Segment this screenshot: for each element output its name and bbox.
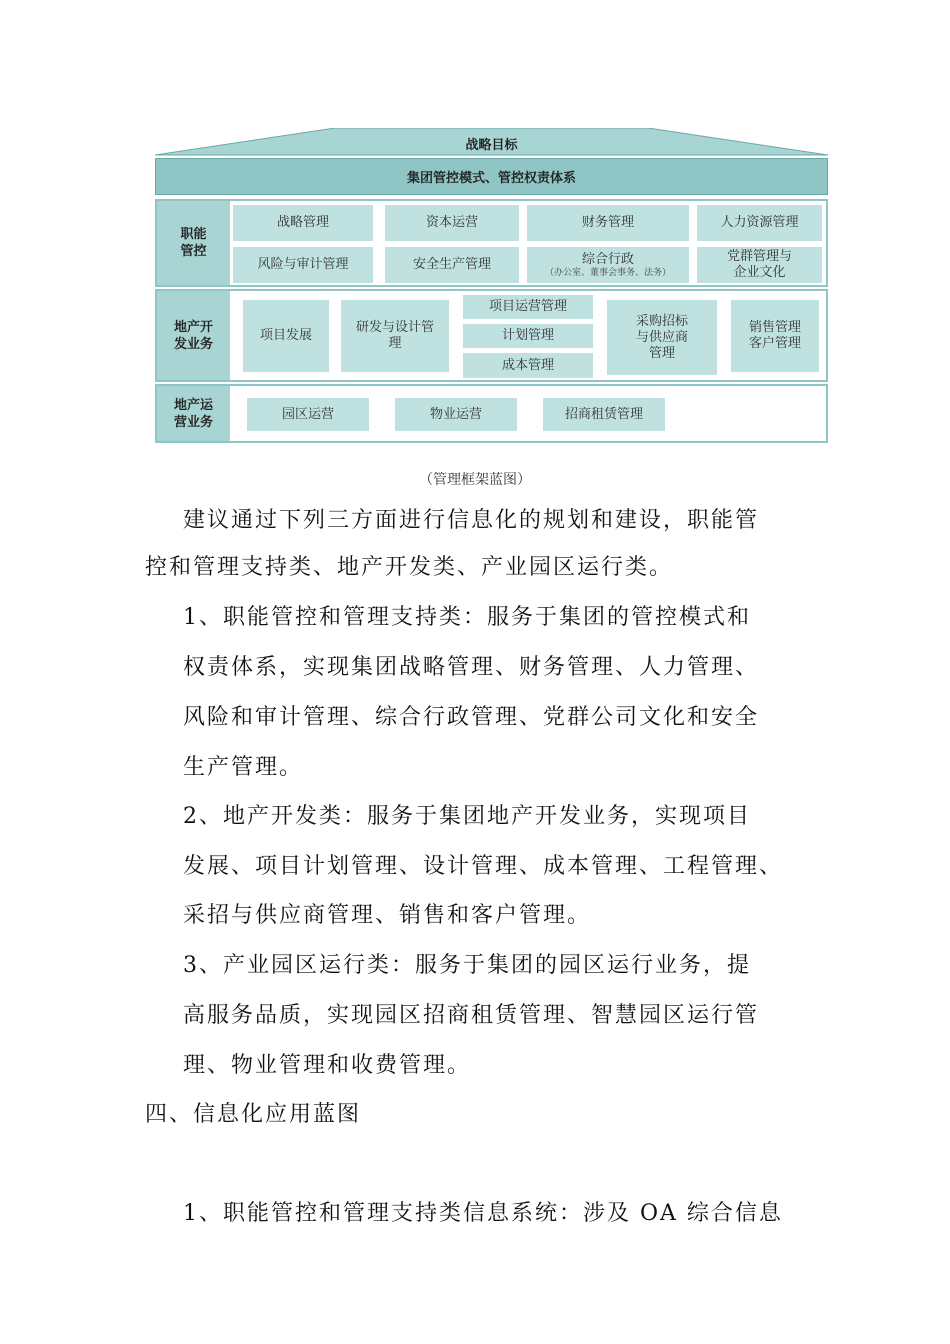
row-property-operation (155, 384, 828, 443)
diagram-caption: （管理框架蓝图） (419, 472, 531, 488)
cell-capital-operation: 资本运营 (385, 205, 519, 241)
cell-investment-leasing: 招商租赁管理 (543, 398, 665, 431)
cell-property-service: 物业运营 (395, 398, 517, 431)
row-label-property-operation: 地产运 营业务 (157, 386, 230, 441)
row-label-property-development: 地产开 发业务 (157, 291, 230, 380)
cell-park-operation: 园区运营 (247, 398, 369, 431)
paragraph-line: 控和管理支持类、地产开发类、产业园区运行类。 (145, 555, 674, 580)
cell-project-operation: 项目运营管理 (463, 295, 593, 319)
cell-strategy-management: 战略管理 (233, 205, 373, 241)
management-framework-diagram (155, 128, 828, 443)
paragraph-line: 理、物业管理和收费管理。 (183, 1053, 472, 1078)
cell-risk-audit-management: 风险与审计管理 (233, 247, 373, 283)
row-label-functional-control: 职能 管控 (157, 201, 230, 285)
cell-safety-production: 安全生产管理 (385, 247, 519, 283)
section-heading: 四、信息化应用蓝图 (145, 1102, 362, 1127)
paragraph-line: 权责体系，实现集团战略管理、财务管理、人力管理、 (183, 655, 760, 680)
governance-band: 集团管控模式、管控权责体系 (155, 158, 828, 195)
cell-cost-management: 成本管理 (463, 353, 593, 378)
cell-finance-management: 财务管理 (527, 205, 689, 241)
row-functional-control (155, 199, 828, 287)
paragraph-line: 1、职能管控和管理支持类：服务于集团的管控模式和 (183, 605, 751, 630)
paragraph-line: 风险和审计管理、综合行政管理、党群公司文化和安全 (183, 705, 760, 730)
cell-general-administration: 综合行政 （办公室、董事会事务、法务） (527, 247, 689, 283)
cell-sales-customer: 销售管理 客户管理 (731, 300, 819, 372)
cell-party-culture: 党群管理与 企业文化 (697, 247, 822, 283)
paragraph-line: 采招与供应商管理、销售和客户管理。 (183, 903, 592, 928)
cell-project-development: 项目发展 (243, 300, 329, 372)
paragraph-line: 建议通过下列三方面进行信息化的规划和建设，职能管 (183, 508, 760, 533)
cell-plan-management: 计划管理 (463, 324, 593, 348)
paragraph-line: 高服务品质，实现园区招商租赁管理、智慧园区运行管 (183, 1003, 760, 1028)
strategy-goal-title: 战略目标 (465, 138, 518, 153)
paragraph-line: 生产管理。 (183, 755, 304, 780)
cell-hr-management: 人力资源管理 (697, 205, 822, 241)
paragraph-line: 3、产业园区运行类：服务于集团的园区运行业务，提 (183, 953, 751, 978)
paragraph-line: 发展、项目计划管理、设计管理、成本管理、工程管理、 (183, 854, 784, 879)
cell-rd-design-management: 研发与设计管 理 (341, 300, 449, 372)
cell-procurement-supplier: 采购招标 与供应商 管理 (607, 300, 717, 375)
paragraph-line: 1、职能管控和管理支持类信息系统：涉及 OA 综合信息 (183, 1201, 783, 1226)
row-property-development (155, 289, 828, 382)
paragraph-line: 2、地产开发类：服务于集团地产开发业务，实现项目 (183, 804, 751, 829)
